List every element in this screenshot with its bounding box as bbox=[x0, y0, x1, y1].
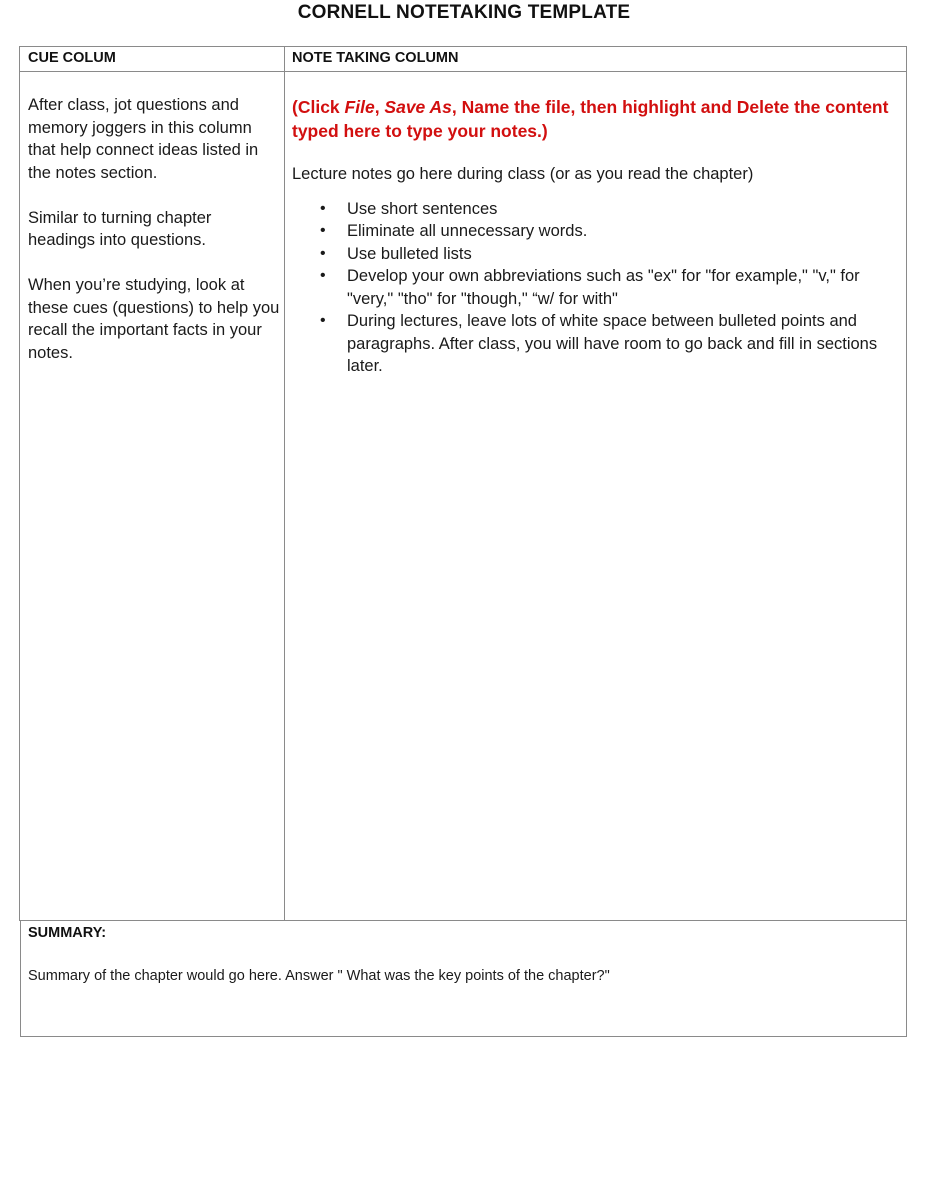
bullet-text: Eliminate all unnecessary words. bbox=[347, 222, 588, 240]
summary-text: Summary of the chapter would go here. Answer " What was the key points of the chapter?" bbox=[28, 968, 610, 984]
instruction-file: File bbox=[344, 97, 375, 117]
instruction-open: (Click bbox=[292, 97, 345, 117]
cue-paragraph: After class, jot questions and memory joggers in this column that help connect ideas listed in the notes section. bbox=[28, 96, 259, 182]
bullet-text: Use bulleted lists bbox=[347, 244, 472, 263]
instruction-save-as: Save As bbox=[384, 97, 452, 117]
header-divider bbox=[20, 71, 906, 72]
red-instruction-text bbox=[292, 96, 902, 143]
instruction-rest: , Name the file, then highlight and Delete the content typed here to type your notes.) bbox=[292, 97, 889, 141]
bullet-icon: • bbox=[320, 222, 326, 239]
bullet-text: Use short sentences bbox=[347, 199, 498, 218]
cue-paragraph: Similar to turning chapter headings into questions. bbox=[28, 208, 212, 249]
document-title: CORNELL NOTETAKING TEMPLATE bbox=[297, 2, 631, 23]
lecture-intro-text: Lecture notes go here during class (or as you read the chapter) bbox=[292, 165, 754, 183]
bullet-text: Develop your own abbreviations such as "ex" for "for example," "v," for "very," "tho" for "though," “w/ for with" bbox=[347, 267, 860, 308]
list-item bbox=[292, 198, 902, 221]
bullet-icon: • bbox=[320, 267, 326, 284]
summary-section[interactable] bbox=[20, 920, 907, 1037]
notes-column-header: NOTE TAKING COLUMN bbox=[292, 50, 459, 66]
bullet-icon: • bbox=[320, 244, 326, 262]
bullet-icon: • bbox=[320, 199, 326, 217]
cue-paragraph: When you’re studying, look at these cues (questions) to help you recall the important facts in your notes. bbox=[28, 276, 280, 362]
notes-bullet-list bbox=[292, 198, 902, 378]
list-item bbox=[292, 310, 902, 378]
summary-label: SUMMARY: bbox=[28, 925, 107, 941]
bullet-text: During lectures, leave lots of white space between bulleted points and paragraphs. After class, you will have room to go back and fill in sections later. bbox=[347, 312, 878, 375]
list-item bbox=[292, 220, 902, 243]
cue-column-header: CUE COLUM bbox=[28, 50, 116, 66]
list-item bbox=[292, 265, 902, 310]
bullet-icon: • bbox=[320, 312, 326, 329]
list-item bbox=[292, 243, 902, 266]
instruction-sep: , bbox=[374, 97, 385, 117]
cue-column-content[interactable] bbox=[28, 94, 280, 387]
cornell-template-table bbox=[19, 46, 907, 921]
column-divider bbox=[284, 47, 285, 920]
notes-column-content[interactable] bbox=[292, 96, 902, 378]
